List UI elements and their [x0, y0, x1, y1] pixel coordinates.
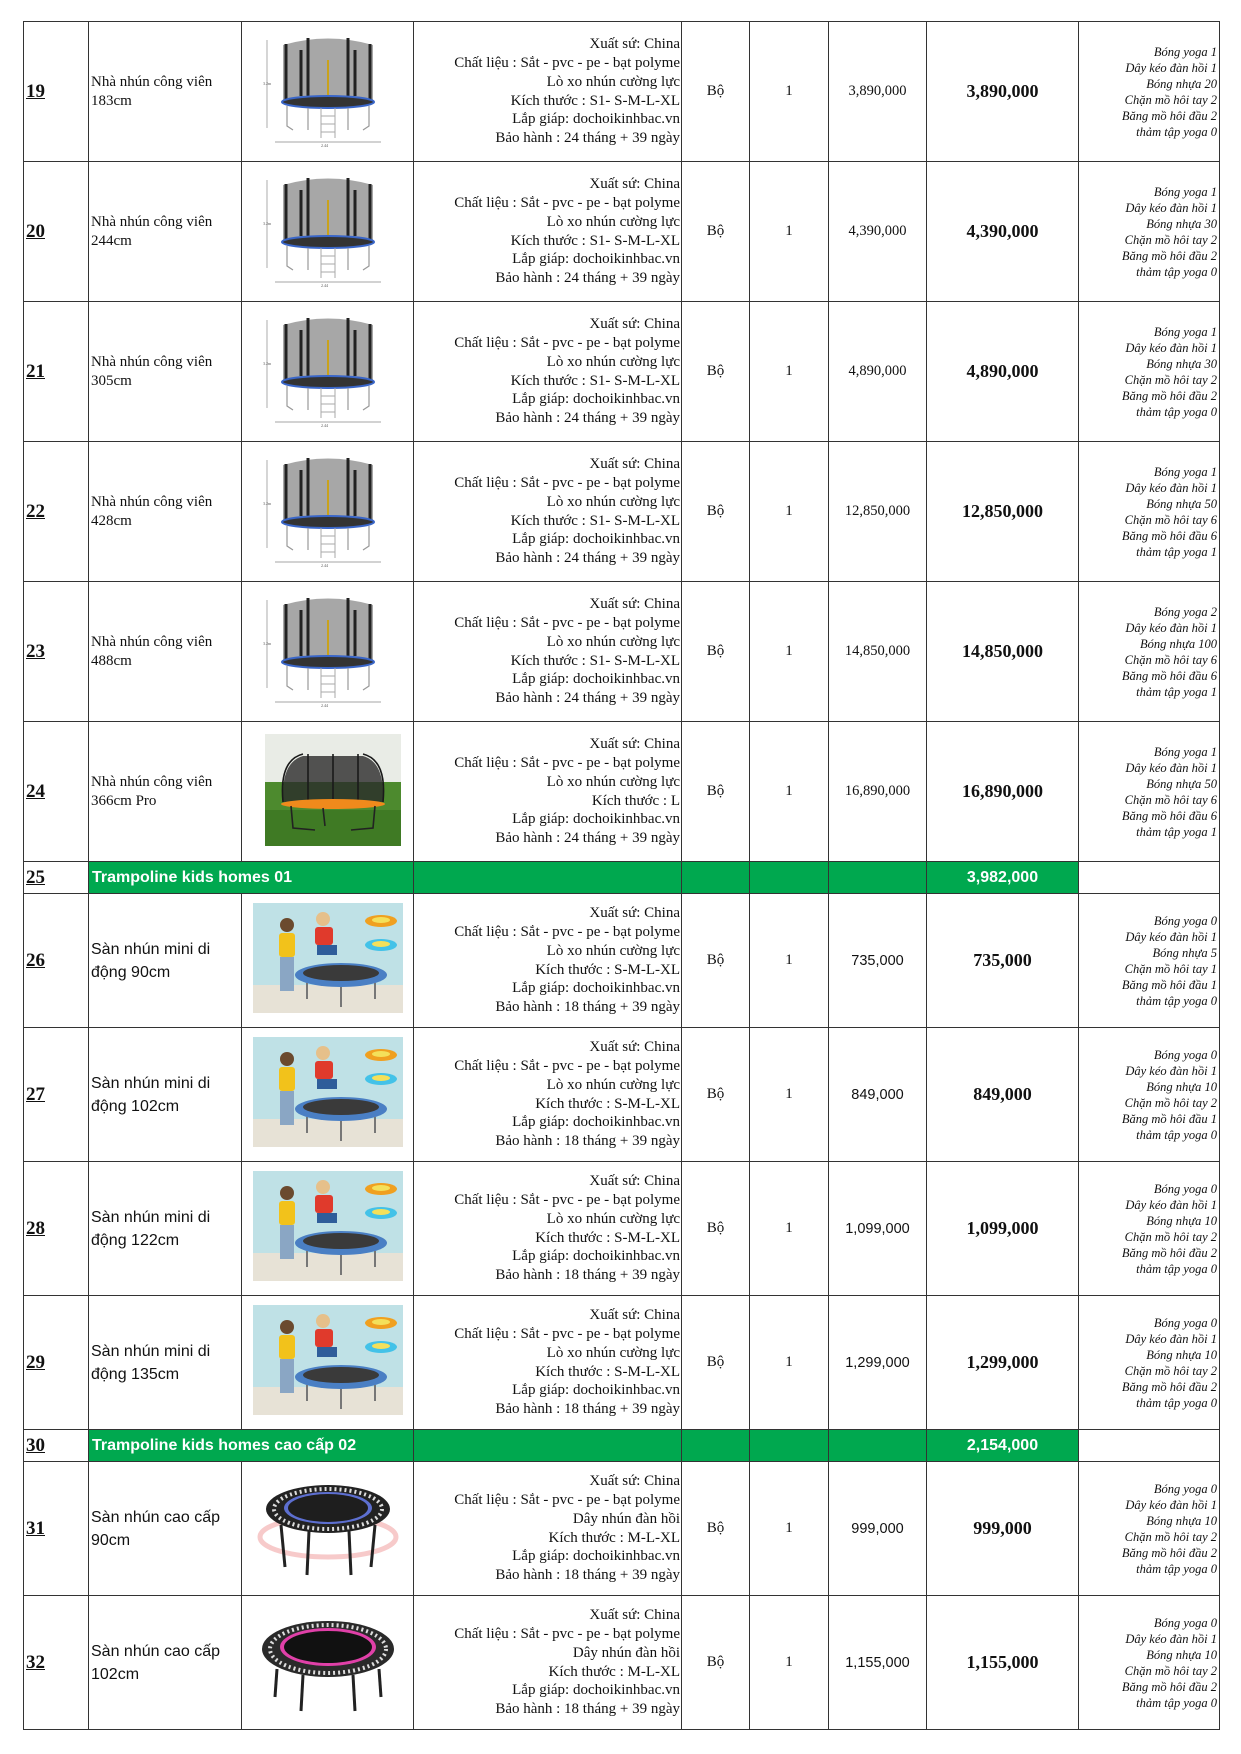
- unit-price: 849,000: [829, 1028, 927, 1162]
- quantity: 1: [750, 1162, 829, 1296]
- unit: Bộ: [682, 1296, 750, 1430]
- description-line: Bảo hành : 18 tháng + 39 ngày: [495, 998, 680, 1015]
- description-line: Bảo hành : 18 tháng + 39 ngày: [495, 1700, 680, 1717]
- description-line: Xuất sứ: China: [589, 1039, 680, 1056]
- table-row: [24, 442, 1220, 582]
- gift-line: Bóng nhựa 30: [1146, 216, 1217, 231]
- gift-line: Bóng nhựa 20: [1146, 76, 1217, 91]
- description-line: Chất liệu : Sắt - pvc - pe - bạt polyme: [454, 755, 680, 772]
- gift-line: thảm tập yoga 0: [1136, 1561, 1217, 1576]
- svg-text:3.2m: 3.2m: [262, 81, 271, 86]
- gift-line: Chặn mồ hôi tay 2: [1124, 1363, 1217, 1378]
- line-total: 1,155,000: [927, 1596, 1079, 1730]
- table-row: [24, 1162, 1220, 1296]
- gift-list: [1079, 22, 1220, 162]
- gift-line: Bóng yoga 0: [1153, 1615, 1217, 1630]
- gift-line: thảm tập yoga 0: [1136, 1695, 1217, 1710]
- description-line: Bảo hành : 18 tháng + 39 ngày: [495, 1566, 680, 1583]
- gift-list: [1079, 1596, 1220, 1730]
- product-name: Nhà nhún công viên 244cm: [89, 162, 242, 302]
- quantity: 1: [750, 302, 829, 442]
- description-line: Kích thước : L: [591, 792, 680, 809]
- gift-list: [1079, 894, 1220, 1028]
- gift-line: Chặn mồ hôi tay 2: [1124, 92, 1217, 107]
- description-line: Lò xo nhún cường lực: [546, 353, 680, 370]
- product-description: [414, 22, 682, 162]
- row-number: 27: [24, 1028, 89, 1162]
- unit-price: 12,850,000: [829, 442, 927, 582]
- product-name: Nhà nhún công viên 183cm: [89, 22, 242, 162]
- unit: Bộ: [682, 162, 750, 302]
- description-line: Bảo hành : 18 tháng + 39 ngày: [495, 1132, 680, 1149]
- table-row: [24, 722, 1220, 862]
- product-image-cell: [242, 442, 414, 582]
- unit: Bộ: [682, 722, 750, 862]
- row-number: 19: [24, 22, 89, 162]
- product-description: [414, 1596, 682, 1730]
- gift-line: Bóng yoga 1: [1153, 44, 1217, 59]
- table-row: [24, 1296, 1220, 1430]
- unit-price: 4,890,000: [829, 302, 927, 442]
- row-number: 28: [24, 1162, 89, 1296]
- gift-line: Băng mồ hôi đầu 6: [1121, 808, 1217, 823]
- gift-line: Dây kéo đàn hồi 1: [1125, 1197, 1217, 1212]
- product-name: Sàn nhún mini di động 102cm: [89, 1028, 242, 1162]
- product-name: Nhà nhún công viên 366cm Pro: [89, 722, 242, 862]
- row-number: 23: [24, 582, 89, 722]
- gift-line: thảm tập yoga 1: [1136, 684, 1217, 699]
- row-number: 25: [24, 862, 89, 894]
- line-total: 16,890,000: [927, 722, 1079, 862]
- row-number: 29: [24, 1296, 89, 1430]
- gift-line: Băng mồ hôi đầu 2: [1121, 108, 1217, 123]
- product-image-cell: [242, 22, 414, 162]
- gift-list: [1079, 582, 1220, 722]
- product-image-cell: [242, 894, 414, 1028]
- description-line: Kích thước : S-M-L-XL: [535, 1095, 680, 1112]
- line-total: 1,299,000: [927, 1296, 1079, 1430]
- description-line: Lắp giáp: dochoikinhbac.vn: [512, 111, 680, 128]
- description-line: Bảo hành : 24 tháng + 39 ngày: [495, 829, 680, 846]
- unit: Bộ: [682, 894, 750, 1028]
- description-line: Lò xo nhún cường lực: [546, 633, 680, 650]
- description-line: Lò xo nhún cường lực: [546, 493, 680, 510]
- gift-line: Chặn mồ hôi tay 2: [1124, 1095, 1217, 1110]
- bungee-trampoline-pink-image: [253, 1601, 403, 1719]
- row-number: 31: [24, 1462, 89, 1596]
- trampoline-pro-image: [253, 730, 403, 848]
- svg-text:2.44: 2.44: [320, 423, 328, 428]
- gift-line: Dây kéo đàn hồi 1: [1125, 1631, 1217, 1646]
- description-line: Chất liệu : Sắt - pvc - pe - bạt polyme: [454, 1058, 680, 1075]
- line-total: 999,000: [927, 1462, 1079, 1596]
- gift-line: thảm tập yoga 0: [1136, 1395, 1217, 1410]
- kids-mini-trampoline-image: [253, 899, 403, 1017]
- description-line: Xuất sứ: China: [589, 36, 680, 53]
- description-line: Lắp giáp: dochoikinhbac.vn: [512, 811, 680, 828]
- gift-line: Băng mồ hôi đầu 6: [1121, 528, 1217, 543]
- unit-price: 3,890,000: [829, 22, 927, 162]
- row-number: 22: [24, 442, 89, 582]
- gift-line: Bóng nhựa 10: [1146, 1647, 1217, 1662]
- description-line: Chất liệu : Sắt - pvc - pe - bạt polyme: [454, 195, 680, 212]
- description-line: Bảo hành : 24 tháng + 39 ngày: [495, 269, 680, 286]
- description-line: Chất liệu : Sắt - pvc - pe - bạt polyme: [454, 55, 680, 72]
- quantity: 1: [750, 1462, 829, 1596]
- product-name: Nhà nhún công viên 428cm: [89, 442, 242, 582]
- gift-line: Băng mồ hôi đầu 1: [1121, 977, 1217, 992]
- description-line: Lắp giáp: dochoikinhbac.vn: [512, 391, 680, 408]
- unit-price: 14,850,000: [829, 582, 927, 722]
- description-line: Lò xo nhún cường lực: [546, 73, 680, 90]
- quantity: 1: [750, 722, 829, 862]
- section-row: [24, 862, 1220, 894]
- description-line: Chất liệu : Sắt - pvc - pe - bạt polyme: [454, 335, 680, 352]
- product-description: [414, 582, 682, 722]
- quantity: 1: [750, 22, 829, 162]
- product-name: Nhà nhún công viên 305cm: [89, 302, 242, 442]
- table-row: [24, 302, 1220, 442]
- section-total: 2,154,000: [927, 1430, 1079, 1462]
- product-description: [414, 1162, 682, 1296]
- description-line: Chất liệu : Sắt - pvc - pe - bạt polyme: [454, 924, 680, 941]
- unit: Bộ: [682, 1028, 750, 1162]
- unit-price: 16,890,000: [829, 722, 927, 862]
- product-name: Sàn nhún mini di động 90cm: [89, 894, 242, 1028]
- gift-line: Chặn mồ hôi tay 2: [1124, 1229, 1217, 1244]
- svg-text:3.2m: 3.2m: [262, 641, 271, 646]
- product-name: Sàn nhún cao cấp 90cm: [89, 1462, 242, 1596]
- trampoline-enclosure-image: [253, 590, 403, 708]
- gift-line: Dây kéo đàn hồi 1: [1125, 340, 1217, 355]
- gift-line: thảm tập yoga 0: [1136, 404, 1217, 419]
- gift-list: [1079, 1028, 1220, 1162]
- description-line: Bảo hành : 18 tháng + 39 ngày: [495, 1400, 680, 1417]
- description-line: Kích thước : S-M-L-XL: [535, 1229, 680, 1246]
- product-description: [414, 442, 682, 582]
- gift-line: Bóng nhựa 10: [1146, 1513, 1217, 1528]
- product-name: Sàn nhún cao cấp 102cm: [89, 1596, 242, 1730]
- gift-line: Chặn mồ hôi tay 1: [1124, 961, 1217, 976]
- quantity: 1: [750, 894, 829, 1028]
- description-line: Kích thước : S1- S-M-L-XL: [510, 652, 680, 669]
- product-description: [414, 162, 682, 302]
- gift-list: [1079, 162, 1220, 302]
- description-line: Lò xo nhún cường lực: [546, 942, 680, 959]
- line-total: 4,890,000: [927, 302, 1079, 442]
- gift-line: Chặn mồ hôi tay 2: [1124, 1663, 1217, 1678]
- table-row: [24, 894, 1220, 1028]
- description-line: Bảo hành : 24 tháng + 39 ngày: [495, 409, 680, 426]
- gift-line: thảm tập yoga 1: [1136, 824, 1217, 839]
- description-line: Lò xo nhún cường lực: [546, 1344, 680, 1361]
- unit-price: 1,099,000: [829, 1162, 927, 1296]
- description-line: Chất liệu : Sắt - pvc - pe - bạt polyme: [454, 1192, 680, 1209]
- gift-line: thảm tập yoga 0: [1136, 1127, 1217, 1142]
- quantity: 1: [750, 1296, 829, 1430]
- gift-line: Dây kéo đàn hồi 1: [1125, 60, 1217, 75]
- product-name: Sàn nhún mini di động 135cm: [89, 1296, 242, 1430]
- gift-line: thảm tập yoga 0: [1136, 264, 1217, 279]
- product-image-cell: [242, 302, 414, 442]
- description-line: Chất liệu : Sắt - pvc - pe - bạt polyme: [454, 1626, 680, 1643]
- description-line: Lắp giáp: dochoikinhbac.vn: [512, 531, 680, 548]
- description-line: Lắp giáp: dochoikinhbac.vn: [512, 1382, 680, 1399]
- quantity: 1: [750, 1028, 829, 1162]
- gift-line: Băng mồ hôi đầu 2: [1121, 1245, 1217, 1260]
- description-line: Xuất sứ: China: [589, 1173, 680, 1190]
- product-image-cell: [242, 582, 414, 722]
- description-line: Chất liệu : Sắt - pvc - pe - bạt polyme: [454, 1492, 680, 1509]
- kids-mini-trampoline-image: [253, 1301, 403, 1419]
- product-image-cell: [242, 162, 414, 302]
- line-total: 3,890,000: [927, 22, 1079, 162]
- description-line: Dây nhún đàn hồi: [572, 1510, 680, 1527]
- svg-text:2.44: 2.44: [320, 143, 328, 148]
- gift-line: Băng mồ hôi đầu 6: [1121, 668, 1217, 683]
- trampoline-enclosure-image: [253, 310, 403, 428]
- svg-text:3.2m: 3.2m: [262, 221, 271, 226]
- kids-mini-trampoline-image: [253, 1167, 403, 1285]
- gift-line: Băng mồ hôi đầu 1: [1121, 1111, 1217, 1126]
- gift-line: Bóng nhựa 10: [1146, 1213, 1217, 1228]
- description-line: Xuất sứ: China: [589, 905, 680, 922]
- unit: Bộ: [682, 302, 750, 442]
- description-line: Kích thước : S1- S-M-L-XL: [510, 92, 680, 109]
- product-image-cell: [242, 1462, 414, 1596]
- description-line: Bảo hành : 24 tháng + 39 ngày: [495, 549, 680, 566]
- gift-line: Bóng yoga 0: [1153, 1047, 1217, 1062]
- description-line: Bảo hành : 24 tháng + 39 ngày: [495, 689, 680, 706]
- description-line: Lắp giáp: dochoikinhbac.vn: [512, 1114, 680, 1131]
- gift-line: Dây kéo đàn hồi 1: [1125, 760, 1217, 775]
- gift-list: [1079, 442, 1220, 582]
- line-total: 735,000: [927, 894, 1079, 1028]
- gift-line: Bóng yoga 1: [1153, 184, 1217, 199]
- gift-line: Băng mồ hôi đầu 2: [1121, 1545, 1217, 1560]
- unit-price: 1,155,000: [829, 1596, 927, 1730]
- row-number: 24: [24, 722, 89, 862]
- description-line: Xuất sứ: China: [589, 316, 680, 333]
- gift-line: Dây kéo đàn hồi 1: [1125, 200, 1217, 215]
- description-line: Xuất sứ: China: [589, 1607, 680, 1624]
- line-total: 12,850,000: [927, 442, 1079, 582]
- description-line: Xuất sứ: China: [589, 456, 680, 473]
- description-line: Xuất sứ: China: [589, 1473, 680, 1490]
- unit: Bộ: [682, 22, 750, 162]
- gift-line: Bóng yoga 0: [1153, 913, 1217, 928]
- gift-line: Băng mồ hôi đầu 2: [1121, 1679, 1217, 1694]
- gift-list: [1079, 1462, 1220, 1596]
- description-line: Bảo hành : 18 tháng + 39 ngày: [495, 1266, 680, 1283]
- gift-line: Bóng yoga 1: [1153, 464, 1217, 479]
- description-line: Lò xo nhún cường lực: [546, 1210, 680, 1227]
- description-line: Xuất sứ: China: [589, 176, 680, 193]
- gift-line: thảm tập yoga 1: [1136, 544, 1217, 559]
- row-number: 21: [24, 302, 89, 442]
- table-row: [24, 22, 1220, 162]
- gift-line: Chặn mồ hôi tay 2: [1124, 232, 1217, 247]
- description-line: Lắp giáp: dochoikinhbac.vn: [512, 1548, 680, 1565]
- description-line: Kích thước : S-M-L-XL: [535, 1363, 680, 1380]
- section-title: Trampoline kids homes cao cấp 02: [89, 1430, 414, 1462]
- description-line: Dây nhún đàn hồi: [572, 1644, 680, 1661]
- kids-mini-trampoline-image: [253, 1033, 403, 1151]
- gift-line: Bóng yoga 1: [1153, 744, 1217, 759]
- gift-line: Bóng nhựa 5: [1152, 945, 1217, 960]
- description-line: Kích thước : S1- S-M-L-XL: [510, 232, 680, 249]
- product-name: Nhà nhún công viên 488cm: [89, 582, 242, 722]
- gift-list: [1079, 302, 1220, 442]
- product-image-cell: [242, 1596, 414, 1730]
- description-line: Kích thước : M-L-XL: [548, 1663, 680, 1680]
- section-total: 3,982,000: [927, 862, 1079, 894]
- line-total: 4,390,000: [927, 162, 1079, 302]
- description-line: Bảo hành : 24 tháng + 39 ngày: [495, 129, 680, 146]
- trampoline-enclosure-image: [253, 450, 403, 568]
- gift-line: Bóng yoga 1: [1153, 324, 1217, 339]
- description-line: Kích thước : S-M-L-XL: [535, 961, 680, 978]
- gift-line: Bóng yoga 2: [1153, 604, 1217, 619]
- row-number: 30: [24, 1430, 89, 1462]
- gift-line: Bóng nhựa 50: [1146, 496, 1217, 511]
- table-body: [24, 22, 1220, 1730]
- quantity: 1: [750, 582, 829, 722]
- table-row: [24, 1596, 1220, 1730]
- gift-line: Bóng yoga 0: [1153, 1181, 1217, 1196]
- svg-text:2.44: 2.44: [320, 283, 328, 288]
- table-row: [24, 582, 1220, 722]
- product-image-cell: [242, 722, 414, 862]
- description-line: Kích thước : S1- S-M-L-XL: [510, 512, 680, 529]
- description-line: Lò xo nhún cường lực: [546, 773, 680, 790]
- description-line: Lò xo nhún cường lực: [546, 1076, 680, 1093]
- unit-price: 4,390,000: [829, 162, 927, 302]
- gift-line: Dây kéo đàn hồi 1: [1125, 480, 1217, 495]
- svg-text:3.2m: 3.2m: [262, 501, 271, 506]
- gift-line: Chặn mồ hôi tay 6: [1124, 512, 1217, 527]
- svg-text:2.44: 2.44: [320, 703, 328, 708]
- trampoline-enclosure-image: [253, 170, 403, 288]
- description-line: Chất liệu : Sắt - pvc - pe - bạt polyme: [454, 615, 680, 632]
- unit: Bộ: [682, 442, 750, 582]
- gift-list: [1079, 1296, 1220, 1430]
- gift-line: Dây kéo đàn hồi 1: [1125, 1063, 1217, 1078]
- gift-line: thảm tập yoga 0: [1136, 1261, 1217, 1276]
- section-row: [24, 1430, 1220, 1462]
- gift-line: Chặn mồ hôi tay 6: [1124, 652, 1217, 667]
- quantity: 1: [750, 162, 829, 302]
- gift-line: Chặn mồ hôi tay 2: [1124, 1529, 1217, 1544]
- gift-line: Bóng nhựa 30: [1146, 356, 1217, 371]
- gift-line: Băng mồ hôi đầu 2: [1121, 248, 1217, 263]
- unit: Bộ: [682, 1162, 750, 1296]
- price-list-table: [23, 21, 1220, 1730]
- table-row: [24, 1028, 1220, 1162]
- gift-line: Dây kéo đàn hồi 1: [1125, 929, 1217, 944]
- product-description: [414, 1296, 682, 1430]
- description-line: Xuất sứ: China: [589, 736, 680, 753]
- unit-price: 1,299,000: [829, 1296, 927, 1430]
- table-row: [24, 1462, 1220, 1596]
- line-total: 1,099,000: [927, 1162, 1079, 1296]
- description-line: Lắp giáp: dochoikinhbac.vn: [512, 1248, 680, 1265]
- row-number: 26: [24, 894, 89, 1028]
- gift-line: Băng mồ hôi đầu 2: [1121, 388, 1217, 403]
- product-description: [414, 722, 682, 862]
- product-name: Sàn nhún mini di động 122cm: [89, 1162, 242, 1296]
- gift-line: Dây kéo đàn hồi 1: [1125, 1331, 1217, 1346]
- unit-price: 999,000: [829, 1462, 927, 1596]
- gift-line: Bóng nhựa 10: [1146, 1079, 1217, 1094]
- description-line: Chất liệu : Sắt - pvc - pe - bạt polyme: [454, 1326, 680, 1343]
- description-line: Chất liệu : Sắt - pvc - pe - bạt polyme: [454, 475, 680, 492]
- gift-line: thảm tập yoga 0: [1136, 124, 1217, 139]
- gift-line: Bóng yoga 0: [1153, 1315, 1217, 1330]
- gift-line: Dây kéo đàn hồi 1: [1125, 1497, 1217, 1512]
- description-line: Lắp giáp: dochoikinhbac.vn: [512, 980, 680, 997]
- quantity: 1: [750, 442, 829, 582]
- row-number: 32: [24, 1596, 89, 1730]
- gift-line: thảm tập yoga 0: [1136, 993, 1217, 1008]
- unit: Bộ: [682, 1596, 750, 1730]
- svg-text:3.2m: 3.2m: [262, 361, 271, 366]
- gift-line: Chặn mồ hôi tay 2: [1124, 372, 1217, 387]
- product-description: [414, 894, 682, 1028]
- bungee-trampoline-blue-image: [253, 1467, 403, 1585]
- description-line: Kích thước : M-L-XL: [548, 1529, 680, 1546]
- unit: Bộ: [682, 582, 750, 722]
- svg-text:2.44: 2.44: [320, 563, 328, 568]
- trampoline-enclosure-image: [253, 30, 403, 148]
- gift-line: Bóng nhựa 10: [1146, 1347, 1217, 1362]
- gift-line: Băng mồ hôi đầu 2: [1121, 1379, 1217, 1394]
- product-image-cell: [242, 1162, 414, 1296]
- gift-line: Chặn mồ hôi tay 6: [1124, 792, 1217, 807]
- gift-list: [1079, 1162, 1220, 1296]
- product-description: [414, 1028, 682, 1162]
- product-image-cell: [242, 1296, 414, 1430]
- unit-price: 735,000: [829, 894, 927, 1028]
- section-title: Trampoline kids homes 01: [89, 862, 414, 894]
- description-line: Kích thước : S1- S-M-L-XL: [510, 372, 680, 389]
- gift-line: Bóng yoga 0: [1153, 1481, 1217, 1496]
- row-number: 20: [24, 162, 89, 302]
- description-line: Lò xo nhún cường lực: [546, 213, 680, 230]
- product-description: [414, 1462, 682, 1596]
- product-image-cell: [242, 1028, 414, 1162]
- description-line: Lắp giáp: dochoikinhbac.vn: [512, 1682, 680, 1699]
- line-total: 14,850,000: [927, 582, 1079, 722]
- description-line: Lắp giáp: dochoikinhbac.vn: [512, 251, 680, 268]
- gift-list: [1079, 722, 1220, 862]
- line-total: 849,000: [927, 1028, 1079, 1162]
- gift-line: Dây kéo đàn hồi 1: [1125, 620, 1217, 635]
- quantity: 1: [750, 1596, 829, 1730]
- product-description: [414, 302, 682, 442]
- table-row: [24, 162, 1220, 302]
- gift-line: Bóng nhựa 50: [1146, 776, 1217, 791]
- description-line: Xuất sứ: China: [589, 1307, 680, 1324]
- description-line: Xuất sứ: China: [589, 596, 680, 613]
- unit: Bộ: [682, 1462, 750, 1596]
- gift-line: Bóng nhựa 100: [1140, 636, 1217, 651]
- description-line: Lắp giáp: dochoikinhbac.vn: [512, 671, 680, 688]
